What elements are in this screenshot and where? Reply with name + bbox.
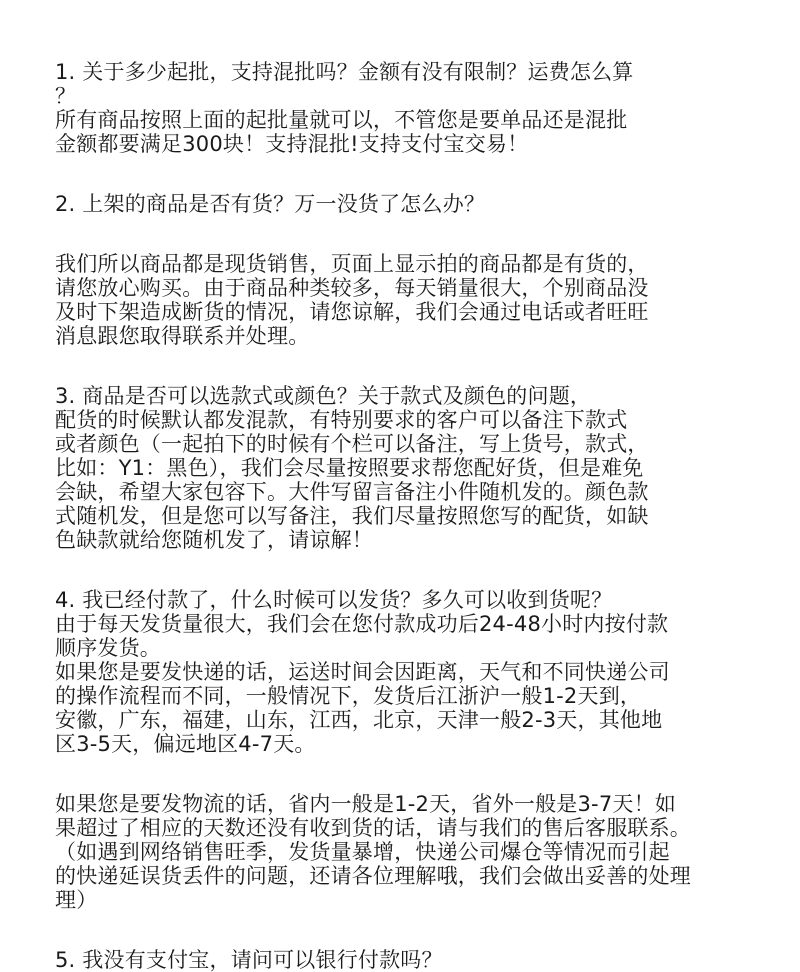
answer-line: 色缺款就给您随机发了，请谅解！ — [55, 528, 373, 552]
answer-line: 的操作流程而不同，一般情况下，发货后江浙沪一般1-2天到， — [55, 684, 642, 708]
answer-line: 消息跟您取得联系并处理。 — [55, 324, 310, 348]
answer-line: 如果您是要发物流的话，省内一般是1-2天，省外一般是3-7天！如 — [55, 792, 676, 816]
answer-line: 如果您是要发快递的话，运送时间会因距离，天气和不同快递公司 — [55, 660, 670, 684]
answer-line: 式随机发，但是您可以写备注，我们尽量按照您写的配货，如缺 — [55, 504, 649, 528]
answer-line: 的快递延误货丢件的问题，还请各位理解哦，我们会做出妥善的处理 — [55, 864, 691, 888]
answer-line: 及时下架造成断货的情况，请您谅解，我们会通过电话或者旺旺 — [55, 300, 649, 324]
answer-line: 或者颜色（一起拍下的时候有个栏可以备注，写上货号，款式， — [55, 432, 649, 456]
spacer — [55, 216, 775, 252]
answer-line: 由于每天发货量很大，我们会在您付款成功后24-48小时内按付款 — [55, 612, 669, 636]
faq-document — [55, 60, 775, 972]
answer-line: 金额都要满足300块！支持混批!支持支付宝交易！ — [55, 132, 529, 156]
faq-q4 — [55, 588, 775, 912]
answer-line: 会缺，希望大家包容下。大件写留言备注小件随机发的。颜色款 — [55, 480, 649, 504]
answer-line: 请您放心购买。由于商品种类较多，每天销量很大，个别商品没 — [55, 276, 649, 300]
spacer — [55, 756, 775, 792]
answer-line: 理） — [55, 888, 98, 912]
answer-line: 配货的时候默认都发混款，有特别要求的客户可以备注下款式 — [55, 408, 628, 432]
answer-line: 我们所以商品都是现货销售，页面上显示拍的商品都是有货的， — [55, 252, 649, 276]
answer-line: 所有商品按照上面的起批量就可以，不管您是要单品还是混批 — [55, 108, 628, 132]
faq-q5 — [55, 948, 775, 972]
answer-line: 比如：Y1：黑色），我们会尽量按照要求帮您配好货，但是难免 — [55, 456, 644, 480]
faq-q2 — [55, 192, 775, 348]
spacer — [55, 912, 775, 948]
question-line: 5. 我没有支付宝，请问可以银行付款吗？ — [55, 948, 443, 972]
spacer — [55, 156, 775, 192]
question-line: 1. 关于多少起批，支持混批吗？金额有没有限制？运费怎么算 — [55, 60, 634, 84]
faq-q1 — [55, 60, 775, 156]
answer-line: 安徽，广东，福建，山东，江西，北京，天津一般2-3天，其他地 — [55, 708, 663, 732]
question-line: 3. 商品是否可以选款式或颜色？关于款式及颜色的问题， — [55, 384, 592, 408]
question-line: 4. 我已经付款了，什么时候可以发货？多久可以收到货呢？ — [55, 588, 613, 612]
spacer — [55, 552, 775, 588]
answer-line: 顺序发货。 — [55, 636, 161, 660]
answer-line: 区3-5天，偏远地区4-7天。 — [55, 732, 316, 756]
spacer — [55, 348, 775, 384]
question-line: 2. 上架的商品是否有货？万一没货了怎么办？ — [55, 192, 486, 216]
answer-line: 果超过了相应的天数还没有收到货的话，请与我们的售后客服联系。 — [55, 816, 691, 840]
faq-q3 — [55, 384, 775, 552]
question-line: ？ — [55, 84, 77, 108]
answer-line: （如遇到网络销售旺季，发货量暴增，快递公司爆仓等情况而引起 — [55, 840, 670, 864]
